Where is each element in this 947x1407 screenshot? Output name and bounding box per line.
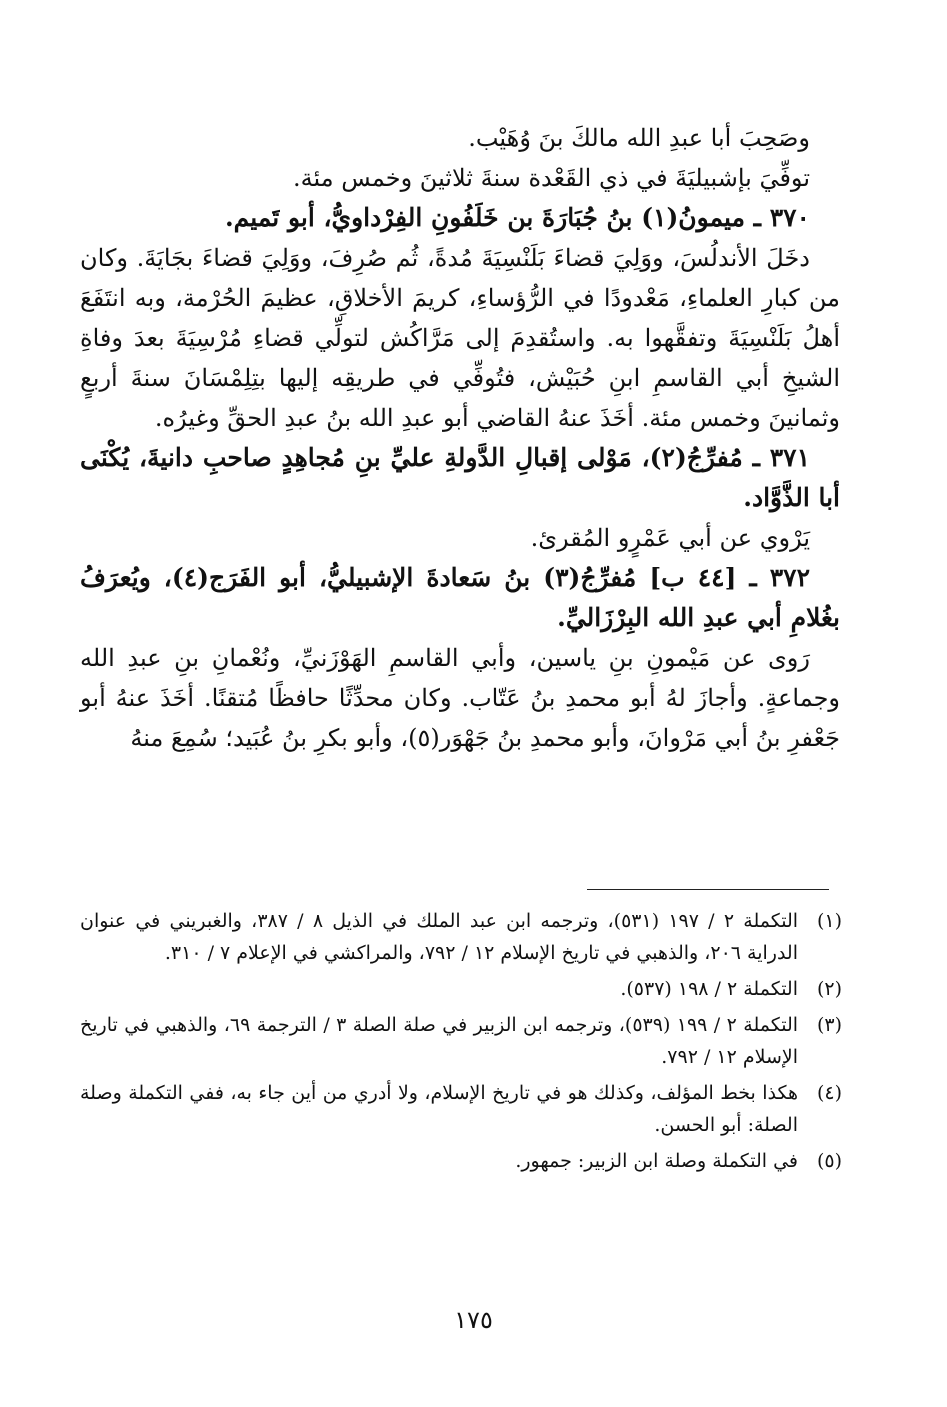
- entry-370-heading: ٣٧٠ ـ ميمونُ(١) بنُ جُبَارَةَ بن خَلَفُونِ الفِرْداويُّ، أبو تَميم.: [224, 203, 810, 232]
- footnote-number: (٣): [816, 1014, 842, 1036]
- paragraph-2: توفِّيَ بإشبيليَةَ في ذي القَعْدة سنةَ ثلاثينَ وخمس مئة.: [293, 164, 810, 192]
- footnote-number: (٢): [816, 978, 842, 1000]
- entry-372-heading: ٣٧٢ ـ [٤٤ ب] مُفرِّجُ(٣) بنُ سَعادةَ الإشبيليُّ، أبو الفَرَج(٤)، ويُعرَفُ بغُلامِ أبي عبدِ الله البِرْزَاليِّ.: [80, 563, 840, 632]
- footnote-text: التكملة ٢ / ١٩٧ (٥٣١)، وترجمه ابن عبد الملك في الذيل ٨ / ٣٨٧، والغبريني في عنوان الدراية ٢٠٦، والذهبي في تاريخ الإسلام ١٢ / ٧٩٢، والمراكشي في الإعلام ٧ / ٣١٠.: [80, 910, 799, 964]
- footnote-separator: [587, 889, 829, 890]
- footnote-text: هكذا بخط المؤلف، وكذلك هو في تاريخ الإسلام، ولا أدري من أين جاء به، ففي التكملة وصلة الصلة: أبو الحسن.: [80, 1082, 798, 1136]
- footnote-5: [80, 1145, 842, 1177]
- entry-372-text: رَوى عن مَيْمونِ بنِ ياسين، وأبي القاسمِ الهَوْزَنيِّ، ونُعْمانِ بنِ عبدِ الله وجماعةٍ. وأجازَ لهُ أبو محمدِ بنُ عَتّاب. وكان محدِّثًا حافظًا مُتقنًا. أخَذَ عنهُ أبو جَعْفرِ بنُ أبي مَرْوانَ، وأبو محمدِ بنُ جَهْوَر(٥)، وأبو بكرِ بنُ عُبَيد؛ سُمِعَ منهُ: [80, 644, 840, 752]
- entry-371-heading: ٣٧١ ـ مُفرِّجُ(٢)، مَوْلى إقبالِ الدَّولةِ عليِّ بنِ مُجاهِدٍ صاحبِ دانيةَ، يُكْنَى أبا الذَّوَّاد.: [80, 443, 840, 512]
- footnote-number: (٥): [816, 1150, 842, 1172]
- main-text: [80, 118, 840, 758]
- footnote-text: التكملة ٢ / ١٩٩ (٥٣٩)، وترجمه ابن الزبير في صلة الصلة ٣ / الترجمة ٦٩، والذهبي في تاريخ الإسلام ١٢ / ٧٩٢.: [80, 1014, 799, 1068]
- footnote-number: (١): [816, 910, 842, 932]
- entry-371-text: يَرْوي عن أبي عَمْرٍو المُقرئ.: [530, 524, 810, 552]
- footnotes: [80, 905, 842, 1181]
- footnote-3: [80, 1009, 842, 1073]
- paragraph-1: وصَحِبَ أبا عبدِ الله مالكَ بنَ وُهَيْب.: [468, 124, 810, 152]
- page-number: ١٧٥: [454, 1306, 493, 1334]
- entry-370-text: دخَلَ الأندلُسَ، ووَلِيَ قضاءَ بَلَنْسِيَةَ مُدةً، ثُم صُرِفَ، ووَلِيَ قضاءَ بجَايَةَ. وكان من كبارِ العلماءِ، مَعْدودًا في الرُّؤساءِ، كريمَ الأخلاقِ، عظيمَ الحُرْمة، وبه انتَفَعَ أهلُ بَلَنْسِيَةَ وتفقَّهوا به. واستُقدِمَ إلى مَرَّاكُش لتولِّي قضاءِ مُرْسِيَةَ بعدَ وفاةِ الشيخِ أبي القاسمِ ابنِ حُبَيْش، فتُوفِّي في طريقِه إليها بتِلِمْسَانَ سنةَ أربعٍ وثمانينَ وخمس مئة. أخَذَ عنهُ القاضي أبو عبدِ الله بنُ عبدِ الحقِّ وغيرُه.: [80, 244, 840, 432]
- footnote-text: التكملة ٢ / ١٩٨ (٥٣٧).: [620, 978, 798, 1000]
- footnote-number: (٤): [816, 1082, 842, 1104]
- footnote-1: [80, 905, 842, 969]
- footnote-2: [80, 973, 842, 1005]
- footnote-text: في التكملة وصلة ابن الزبير: جمهور.: [515, 1150, 798, 1172]
- footnote-4: [80, 1077, 842, 1141]
